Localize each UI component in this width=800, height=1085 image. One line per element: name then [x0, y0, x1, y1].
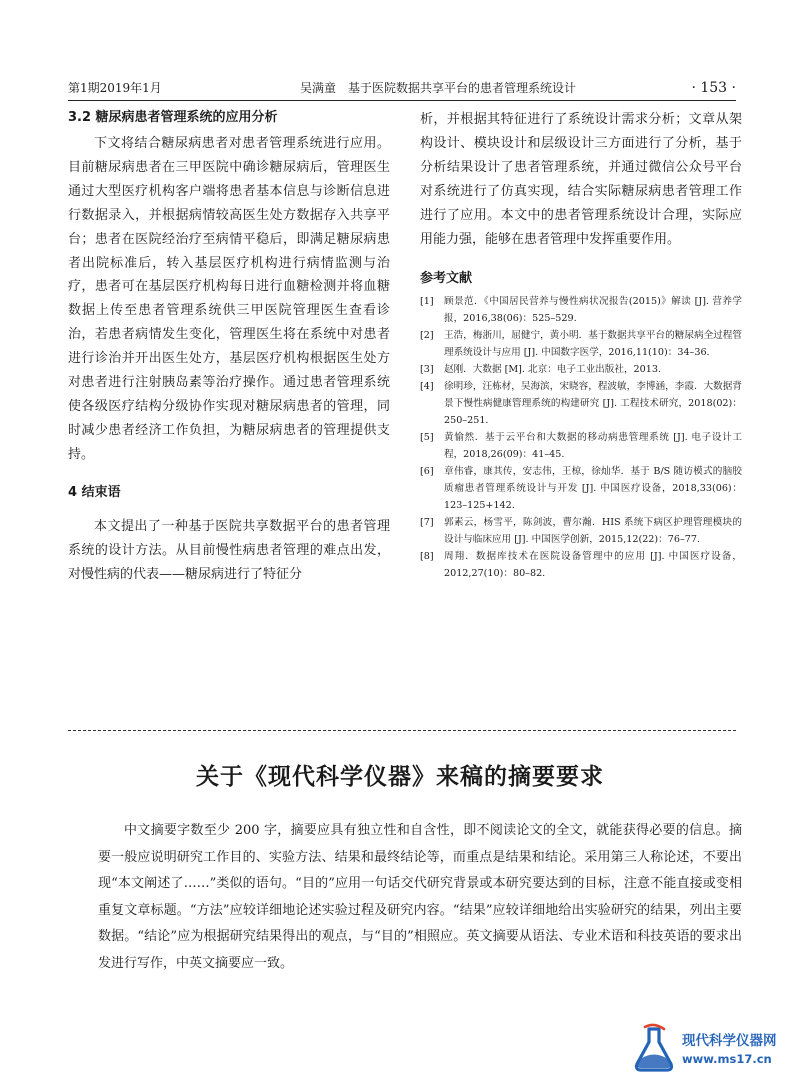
watermark-logo — [628, 1023, 800, 1077]
reference-item — [420, 327, 742, 361]
section-4-heading: 4 结束语 — [68, 484, 121, 500]
reference-text: 徐明珍，汪栋材，吴海滨，宋晓容，程波敏，李博涵，李霞．大数据背景下慢性病健康管理系统的构建研究 [J]. 工程技术研究，2018(02)：250–251. — [444, 381, 742, 427]
references-heading: 参考文献 — [420, 271, 473, 287]
reference-number: [2] — [420, 330, 434, 342]
reference-item — [420, 429, 742, 463]
watermark-url: www.ms17.cn — [682, 1052, 772, 1066]
reference-item — [420, 548, 742, 582]
dashed-divider — [68, 730, 736, 731]
header-rule — [68, 100, 736, 101]
reference-number: [8] — [420, 551, 434, 563]
running-title: 吴满童 基于医院数据共享平台的患者管理系统设计 — [300, 81, 577, 95]
reference-number: [7] — [420, 517, 434, 529]
reference-text: 黄愉然．基于云平台和大数据的移动病患管理系统 [J]. 电子设计工程，2018,26(09)：41–45. — [444, 432, 742, 461]
reference-number: [4] — [420, 381, 434, 393]
reference-number: [1] — [420, 296, 434, 308]
right-column — [420, 108, 742, 582]
issue-date: 第1期2019年1月 — [68, 81, 162, 95]
reference-item — [420, 361, 742, 378]
reference-text: 周翔．数据库技术在医院设备管理中的应用 [J]. 中国医疗设备，2012,27(10)：80–82. — [444, 551, 742, 580]
reference-item — [420, 378, 742, 429]
reference-text: 章伟睿，康其传，安志伟，王椋，徐灿华．基于 B/S 随访模式的脑胶质瘤患者管理系统设计与开发 [J]. 中国医疗设备，2018,33(06)：123–125+142. — [444, 466, 742, 512]
section-4-paragraph: 本文提出了一种基于医院共享数据平台的患者管理系统的设计方法。从目前慢性病患者管理的难点出发，对慢性病的代表——糖尿病进行了特征分 — [68, 518, 390, 582]
reference-number: [3] — [420, 364, 434, 376]
reference-number: [5] — [420, 432, 434, 444]
running-header — [68, 78, 736, 98]
reference-text: 郭素云，杨雪平，陈剑波，曹尔瀚．HIS 系统下病区护理管理模块的设计与临床应用 [J]. 中国医学创新，2015,12(22)：76–77. — [444, 517, 742, 546]
left-column — [68, 108, 390, 586]
reference-item — [420, 293, 742, 327]
reference-number: [6] — [420, 466, 434, 478]
reference-item — [420, 514, 742, 548]
flask-icon — [628, 1023, 680, 1075]
section-3-2-paragraph: 下文将结合糖尿病患者对患者管理系统进行应用。目前糖尿病患者在三甲医院中确诊糖尿病后，管理医生通过大型医疗机构客户端将患者基本信息与诊断信息进行数据录入，并根据病情较高医生处方数据存入共享平台；患者在医院经治疗至病情平稳后，即满足糖尿病患者出院标准后，转入基层医疗机构进行病情监测与治疗，患者可在基层医疗机构每日进行血糖检测并将血糖数据上传至患者管理系统供三甲医院管理医生查看诊治，若患者病情发生变化，管理医生将在系统中对患者进行诊治并开出医生处方，基层医疗机构根据医生处方对患者进行注射胰岛素等治疗操作。通过患者管理系统使各级医疗结构分级协作实现对糖尿病患者的管理，同时减少患者经济工作负担，为糖尿病患者的管理提供支持。 — [68, 136, 390, 462]
watermark-name: 现代科学仪器网 — [682, 1033, 777, 1049]
reference-text: 王浩，梅浙川，屈健宁，黄小明．基于数据共享平台的糖尿病全过程管理系统设计与应用 [J]. 中国数字医学，2016,11(10)：34–36. — [444, 330, 742, 359]
notice-title: 关于《现代科学仪器》来稿的摘要要求 — [196, 764, 604, 790]
section-3-2-heading: 3.2 糖尿病患者管理系统的应用分析 — [68, 110, 278, 125]
conclusion-continued: 析，并根据其特征进行了系统设计需求分析；文章从架构设计、模块设计和层级设计三方面进行了分析，基于分析结果设计了患者管理系统，并通过微信公众号平台对系统进行了仿真实现，结合实际糖尿病患者管理工作进行了应用。本文中的患者管理系统设计合理，实际应用能力强，能够在患者管理中发挥重要作用。 — [420, 112, 742, 247]
reference-item — [420, 463, 742, 514]
reference-text: 顾景范．《中国居民营养与慢性病状况报告(2015)》解读 [J]. 营养学报，2016,38(06)：525–529. — [444, 296, 742, 325]
reference-list — [420, 293, 742, 582]
page-number: · 153 · — [691, 80, 736, 96]
reference-text: 赵刚．大数据 [M]. 北京：电子工业出版社，2013. — [444, 364, 662, 376]
notice-body: 中文摘要字数至少 200 字，摘要应具有独立性和自含性，即不阅读论文的全文，就能获得必要的信息。摘要一般应说明研究工作目的、实验方法、结果和最终结论等，而重点是结果和结论。采用第三人称论述，不要出现“本文阐述了……”类似的语句。“目的”应用一句话交代研究背景或本研究要达到的目标，注意不能直接或变相重复文章标题。“方法”应较详细地论述实验过程及研究内容。“结果”应较详细地给出实验研究的结果，列出主要数据。“结论”应为根据研究结果得出的观点，与“目的”相照应。英文摘要从语法、专业术语和科技英语的要求出发进行写作，中英文摘要应一致。 — [98, 823, 742, 971]
